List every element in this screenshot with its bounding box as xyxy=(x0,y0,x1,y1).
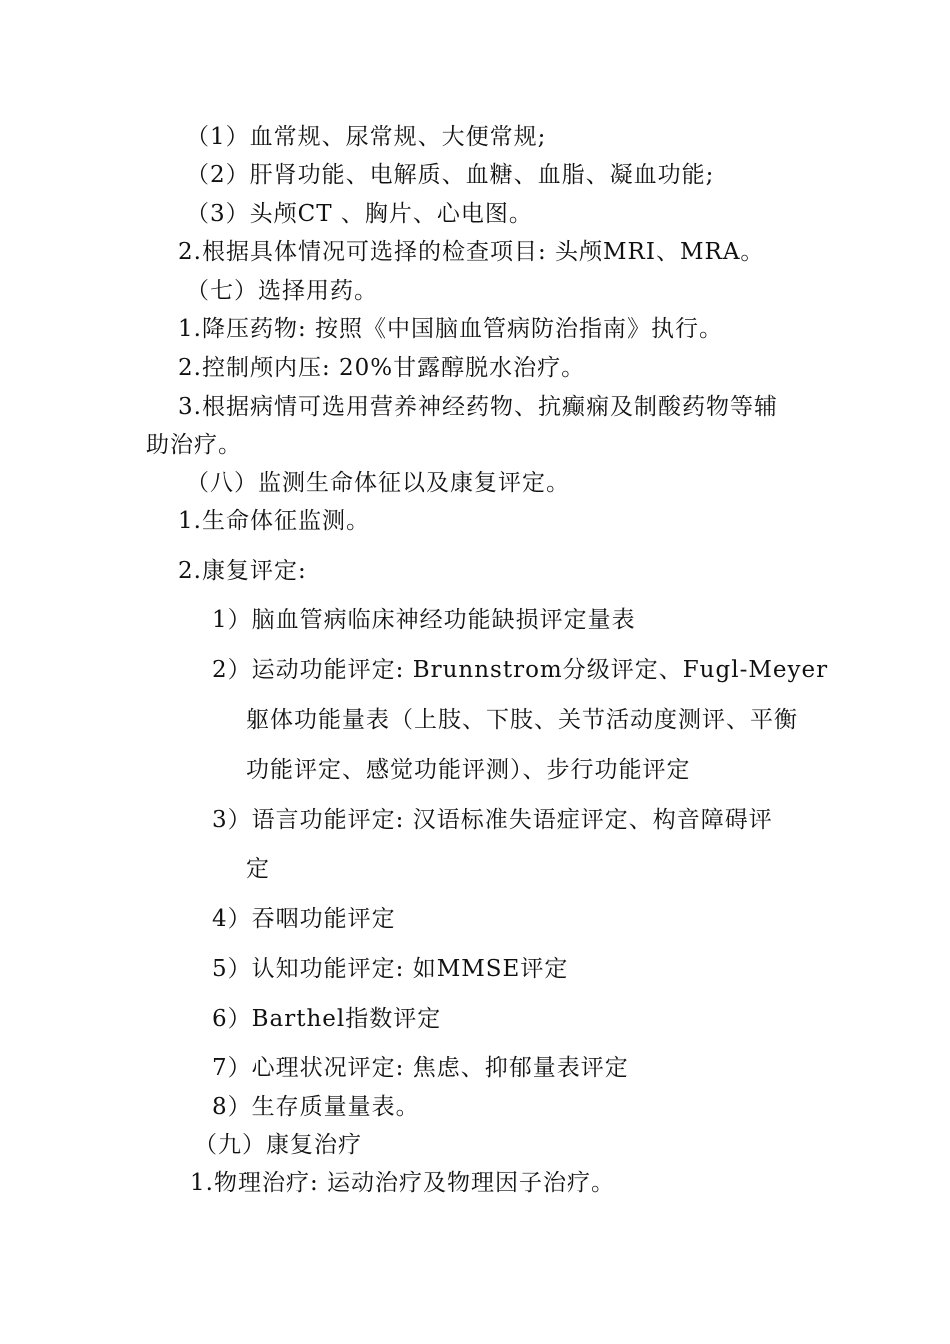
list-item-assessment-8: 8）生存质量量表。 xyxy=(212,1094,420,1120)
list-item-assessment-4: 4）吞咽功能评定 xyxy=(212,906,396,932)
section-heading-medication: （七）选择用药。 xyxy=(186,278,378,304)
list-item-assessment-5: 5）认知功能评定: 如MMSE评定 xyxy=(212,956,569,982)
text-line-medication-3-cont: 助治疗。 xyxy=(146,432,242,458)
list-item-assessment-2-cont2: 功能评定、感觉功能评测）、步行功能评定 xyxy=(246,757,691,783)
text-line-medication-2: 2.控制颅内压: 20%甘露醇脱水治疗。 xyxy=(178,355,586,381)
section-heading-rehabilitation: （九）康复治疗 xyxy=(194,1132,362,1158)
list-item-assessment-1: 1）脑血管病临床神经功能缺损评定量表 xyxy=(212,607,636,633)
list-item-assessment-3-cont: 定 xyxy=(246,856,270,882)
text-line-medication-1: 1.降压药物: 按照《中国脑血管病防治指南》执行。 xyxy=(178,316,724,342)
list-item-assessment-2-cont: 躯体功能量表（上肢、下肢、关节活动度测评、平衡 xyxy=(246,707,798,733)
text-line-optional-exams: 2.根据具体情况可选择的检查项目: 头颅MRI、MRA。 xyxy=(178,239,765,265)
text-line-medication-3: 3.根据病情可选用营养神经药物、抗癫痫及制酸药物等辅 xyxy=(178,394,778,420)
list-item-assessment-3: 3）语言功能评定: 汉语标准失语症评定、构音障碍评 xyxy=(212,807,773,833)
list-item-assessment-6: 6）Barthel指数评定 xyxy=(212,1006,442,1032)
text-line-exam-3: （3）头颅CT 、胸片、心电图。 xyxy=(186,201,533,227)
text-line-exam-1: （1）血常规、尿常规、大便常规; xyxy=(186,124,547,150)
text-line-monitoring-2: 2.康复评定: xyxy=(178,558,307,584)
text-line-rehabilitation-1: 1.物理治疗: 运动治疗及物理因子治疗。 xyxy=(190,1170,616,1196)
list-item-assessment-7: 7）心理状况评定: 焦虑、抑郁量表评定 xyxy=(212,1055,629,1081)
section-heading-monitoring: （八）监测生命体征以及康复评定。 xyxy=(186,470,570,496)
text-line-exam-2: （2）肝肾功能、电解质、血糖、血脂、凝血功能; xyxy=(186,162,715,188)
text-line-monitoring-1: 1.生命体征监测。 xyxy=(178,508,370,534)
list-item-assessment-2: 2）运动功能评定: Brunnstrom分级评定、Fugl-Meyer xyxy=(212,657,829,683)
